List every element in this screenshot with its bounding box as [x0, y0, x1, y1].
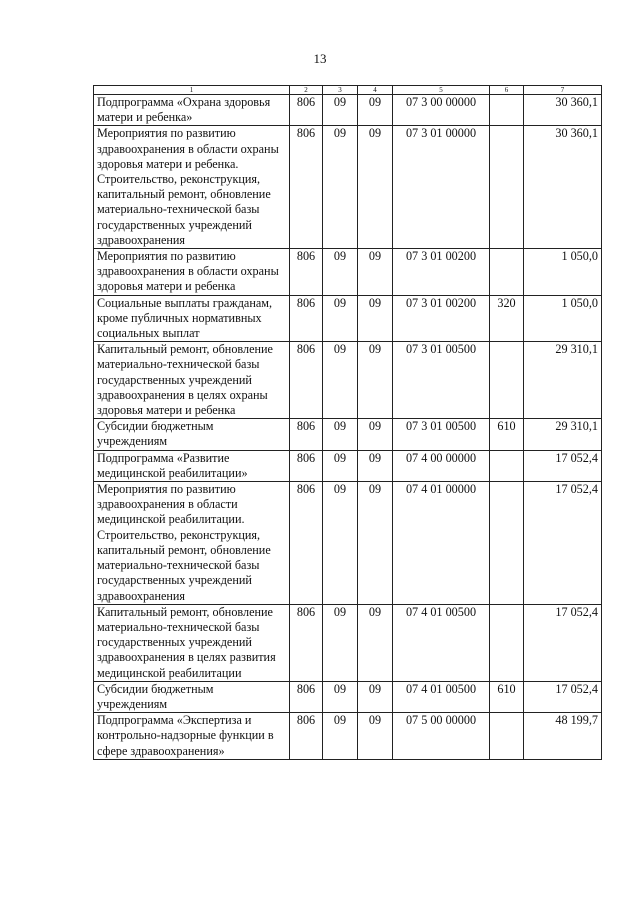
table-row	[94, 482, 602, 605]
table-row	[94, 342, 602, 419]
cell-section: 09	[323, 95, 358, 126]
cell-subsection: 09	[358, 249, 393, 296]
column-header: 1	[94, 86, 290, 95]
row-name: Капитальный ремонт, обновление материально-технической базы государственных учреждений здравоохранения в целях охраны здоровья матери и ребенка	[94, 342, 290, 419]
cell-ministry-code: 806	[290, 342, 323, 419]
cell-subsection: 09	[358, 482, 393, 605]
row-name: Субсидии бюджетным учреждениям	[94, 681, 290, 712]
table-row	[94, 713, 602, 760]
cell-expense-type	[490, 126, 524, 249]
table-row	[94, 681, 602, 712]
cell-amount: 48 199,7	[524, 713, 602, 760]
row-name: Подпрограмма «Развитие медицинской реабилитации»	[94, 450, 290, 481]
cell-target-article: 07 3 01 00500	[393, 342, 490, 419]
cell-ministry-code: 806	[290, 450, 323, 481]
cell-expense-type: 610	[490, 681, 524, 712]
cell-amount: 17 052,4	[524, 450, 602, 481]
cell-expense-type	[490, 604, 524, 681]
cell-section: 09	[323, 342, 358, 419]
cell-ministry-code: 806	[290, 681, 323, 712]
cell-target-article: 07 4 01 00500	[393, 681, 490, 712]
row-name: Социальные выплаты гражданам, кроме публичных нормативных социальных выплат	[94, 295, 290, 342]
cell-expense-type: 320	[490, 295, 524, 342]
cell-amount: 29 310,1	[524, 419, 602, 450]
cell-section: 09	[323, 482, 358, 605]
cell-subsection: 09	[358, 419, 393, 450]
row-name: Мероприятия по развитию здравоохранения в области охраны здоровья матери и ребенка	[94, 249, 290, 296]
cell-target-article: 07 3 01 00500	[393, 419, 490, 450]
cell-amount: 17 052,4	[524, 604, 602, 681]
cell-ministry-code: 806	[290, 604, 323, 681]
cell-section: 09	[323, 249, 358, 296]
cell-section: 09	[323, 604, 358, 681]
cell-ministry-code: 806	[290, 95, 323, 126]
table-row	[94, 419, 602, 450]
cell-section: 09	[323, 126, 358, 249]
column-header: 2	[290, 86, 323, 95]
cell-subsection: 09	[358, 295, 393, 342]
budget-table	[93, 85, 602, 760]
cell-section: 09	[323, 419, 358, 450]
cell-amount: 17 052,4	[524, 482, 602, 605]
table-row	[94, 249, 602, 296]
cell-ministry-code: 806	[290, 713, 323, 760]
cell-expense-type	[490, 713, 524, 760]
table-row	[94, 95, 602, 126]
row-name: Капитальный ремонт, обновление материально-технической базы государственных учреждений здравоохранения в целях развития медицинской реабилитации	[94, 604, 290, 681]
cell-amount: 17 052,4	[524, 681, 602, 712]
cell-target-article: 07 4 00 00000	[393, 450, 490, 481]
cell-amount: 30 360,1	[524, 95, 602, 126]
cell-expense-type	[490, 450, 524, 481]
table-row	[94, 126, 602, 249]
page-number: 13	[313, 51, 327, 66]
cell-target-article: 07 4 01 00000	[393, 482, 490, 605]
row-name: Подпрограмма «Экспертиза и контрольно-надзорные функции в сфере здравоохранения»	[94, 713, 290, 760]
cell-target-article: 07 3 01 00200	[393, 295, 490, 342]
cell-expense-type	[490, 95, 524, 126]
cell-expense-type	[490, 482, 524, 605]
cell-ministry-code: 806	[290, 419, 323, 450]
cell-section: 09	[323, 713, 358, 760]
row-name: Субсидии бюджетным учреждениям	[94, 419, 290, 450]
cell-target-article: 07 3 00 00000	[393, 95, 490, 126]
column-header: 6	[490, 86, 524, 95]
cell-target-article: 07 4 01 00500	[393, 604, 490, 681]
cell-section: 09	[323, 681, 358, 712]
row-name: Мероприятия по развитию здравоохранения в области медицинской реабилитации. Строительство, реконструкция, капитальный ремонт, обновление материально-технической базы государственных учреждений здравоохранения	[94, 482, 290, 605]
cell-expense-type	[490, 342, 524, 419]
cell-amount: 1 050,0	[524, 295, 602, 342]
row-name: Подпрограмма «Охрана здоровья матери и ребенка»	[94, 95, 290, 126]
cell-subsection: 09	[358, 681, 393, 712]
header-row	[94, 86, 602, 95]
cell-target-article: 07 3 01 00000	[393, 126, 490, 249]
cell-amount: 29 310,1	[524, 342, 602, 419]
cell-target-article: 07 3 01 00200	[393, 249, 490, 296]
cell-subsection: 09	[358, 450, 393, 481]
cell-ministry-code: 806	[290, 295, 323, 342]
cell-subsection: 09	[358, 604, 393, 681]
column-header: 5	[393, 86, 490, 95]
cell-amount: 30 360,1	[524, 126, 602, 249]
column-header: 4	[358, 86, 393, 95]
table-row	[94, 450, 602, 481]
cell-subsection: 09	[358, 95, 393, 126]
row-name: Мероприятия по развитию здравоохранения в области охраны здоровья матери и ребенка. Строительство, реконструкция, капитальный ремонт, обновление материально-технической базы государственных учреждений здравоохранения	[94, 126, 290, 249]
cell-ministry-code: 806	[290, 249, 323, 296]
cell-ministry-code: 806	[290, 482, 323, 605]
column-header: 7	[524, 86, 602, 95]
cell-subsection: 09	[358, 713, 393, 760]
cell-section: 09	[323, 295, 358, 342]
cell-subsection: 09	[358, 126, 393, 249]
cell-expense-type	[490, 249, 524, 296]
cell-expense-type: 610	[490, 419, 524, 450]
cell-amount: 1 050,0	[524, 249, 602, 296]
cell-ministry-code: 806	[290, 126, 323, 249]
table-row	[94, 604, 602, 681]
cell-subsection: 09	[358, 342, 393, 419]
cell-target-article: 07 5 00 00000	[393, 713, 490, 760]
cell-section: 09	[323, 450, 358, 481]
column-header: 3	[323, 86, 358, 95]
table-row	[94, 295, 602, 342]
